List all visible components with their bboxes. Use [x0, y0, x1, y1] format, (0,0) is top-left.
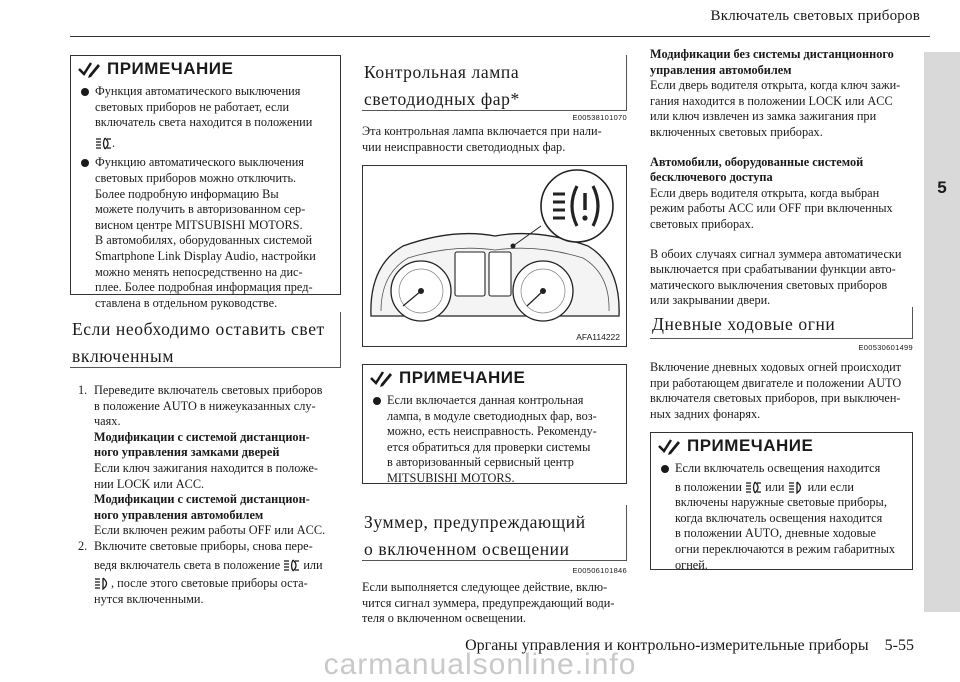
- step-number: 1.: [78, 383, 88, 397]
- note-line: Более подробную информацию Вы: [95, 186, 279, 201]
- header-rule: [70, 36, 930, 37]
- page-number: 5-55: [884, 637, 914, 654]
- note-line: в положении: [675, 479, 742, 494]
- note-bullet: [371, 393, 618, 487]
- para-line: при работающем двигателе и положении AUTO: [650, 375, 902, 390]
- note-title: ПРИМЕЧАНИЕ: [687, 436, 814, 455]
- bullet-dot: [81, 88, 89, 96]
- para-line: Если дверь водителя открыта, когда выбран: [650, 185, 880, 200]
- note-line: можете получить в авторизованном сер-: [95, 202, 306, 217]
- para-line: гания находится в положении LOCK или ACC: [650, 93, 893, 108]
- para-line: теля о включенном освещении.: [362, 611, 526, 626]
- step-line: Если включен режим работы OFF или ACC.: [94, 523, 326, 538]
- note-line-end: .: [112, 135, 116, 150]
- note-line: Функция автоматического выключения: [95, 84, 301, 98]
- note-line: или если: [807, 479, 854, 494]
- note-line: можно, есть неисправность. Рекоменду-: [387, 424, 597, 439]
- para-line: Если выполняется следующее действие, вклю-: [362, 580, 608, 594]
- position-lights-icon: [94, 577, 111, 590]
- section-heading-keep-lights: [70, 312, 341, 368]
- note-line: ется обратиться для проверки системы: [387, 439, 591, 454]
- para-line: выключается при срабатывании функции авто-: [650, 262, 896, 277]
- note-line: лампа, в модуле светодиодных фар, воз-: [387, 408, 597, 423]
- section-title-line: о включенном освещении: [364, 539, 570, 559]
- doc-code: E00530601499: [858, 343, 913, 352]
- step-line: Переведите включатель световых приборов: [94, 383, 323, 397]
- pencil-check-icon: [369, 369, 393, 387]
- note-bullet: [79, 155, 332, 311]
- step-line: Если ключ зажигания находится в положе-: [94, 460, 319, 475]
- para-line: режим работы ACC или OFF при включенных: [650, 201, 893, 216]
- section-title-line: Если необходимо оставить свет: [72, 319, 325, 339]
- position-lights-icon: [788, 481, 805, 494]
- block-subhead: бесключевого доступа: [650, 170, 773, 185]
- block-subhead: Модификации без системы дистанционного: [650, 47, 894, 61]
- note-header: [651, 433, 912, 459]
- headlight-on-icon: [283, 559, 300, 572]
- para-line: В обоих случаях сигнал зуммера автоматически: [650, 246, 902, 261]
- note-header: [71, 56, 340, 82]
- section-tab: [924, 52, 960, 612]
- para-line: или ключ извлечен из замка зажигания при: [650, 109, 877, 124]
- para-line: ных задних фонарях.: [650, 406, 761, 421]
- note-line: включатель света находится в положении: [95, 115, 313, 130]
- para-line: матического выключения световых приборов: [650, 277, 888, 292]
- buzzer-conditions: [650, 47, 918, 309]
- note-line: можно менять непосредственно на дис-: [95, 264, 303, 279]
- note-title: ПРИМЕЧАНИЕ: [107, 59, 234, 78]
- section-title-line: светодиодных фар*: [364, 89, 520, 109]
- para-line: Если дверь водителя открыта, когда ключ зажи-: [650, 78, 901, 93]
- note-line: Smartphone Link Display Audio, настройки: [95, 248, 316, 263]
- step-subhead: Модификации с системой дистанцион-: [94, 429, 310, 444]
- block-subhead: управления автомобилем: [650, 62, 792, 77]
- note-line: Если включатель освещения находится: [675, 461, 881, 475]
- paragraph: [362, 580, 634, 627]
- section-heading-drl: [650, 307, 913, 339]
- note-line: огней.: [675, 557, 708, 572]
- note-line: световых приборов не работает, если: [95, 99, 290, 114]
- section-heading-led-lamp: [362, 55, 627, 111]
- note-line: когда включатель освещения находится: [675, 510, 883, 525]
- para-line: Включение дневных ходовых огней происходит: [650, 360, 902, 374]
- paragraph: [650, 360, 918, 422]
- steps-list: [78, 383, 344, 607]
- para-line: или закрывании двери.: [650, 293, 771, 308]
- doc-code: E00506101846: [572, 566, 627, 575]
- block-subhead: Автомобили, оборудованные системой: [650, 154, 864, 169]
- site-watermark: carmanualsonline.info: [323, 648, 637, 681]
- section-title-line: Дневные ходовые огни: [652, 314, 836, 334]
- para-line: световых приборах.: [650, 216, 754, 231]
- doc-code: E00538101070: [572, 113, 627, 122]
- para-line: Эта контрольная лампа включается при нали-: [362, 124, 602, 138]
- step-line: в положение AUTO в нижеуказанных слу-: [94, 398, 316, 413]
- note-box-led: [362, 364, 627, 484]
- step-line: или: [303, 557, 323, 572]
- section-title-line: Контрольная лампа: [364, 62, 520, 82]
- step-subhead: ного управления автомобилем: [94, 507, 264, 522]
- note-box-auto-off: [70, 55, 341, 310]
- step-line: нутся включенными.: [94, 591, 204, 606]
- step-line: нии LOCK или ACC.: [94, 476, 205, 491]
- headlight-on-icon: [95, 137, 112, 150]
- para-line: чии неисправности светодиодных фар.: [362, 139, 566, 154]
- section-title-line: включенным: [72, 346, 175, 366]
- note-line: ставлена в отдельном руководстве.: [95, 295, 278, 310]
- note-bullet: [79, 84, 332, 151]
- note-line: в положении AUTO, дневные ходовые: [675, 526, 876, 541]
- bullet-dot: [373, 397, 381, 405]
- note-line: световых приборов можно отключить.: [95, 170, 297, 185]
- note-title: ПРИМЕЧАНИЕ: [399, 368, 526, 387]
- note-line: огни переключаются в режим габаритных: [675, 541, 896, 556]
- bullet-dot: [661, 465, 669, 473]
- paragraph: [362, 124, 630, 155]
- section-title-line: Зуммер, предупреждающий: [364, 512, 586, 532]
- pencil-check-icon: [657, 437, 681, 455]
- note-line: Функцию автоматического выключения: [95, 155, 304, 170]
- step-line: , после этого световые приборы оста-: [111, 576, 308, 591]
- section-number: 5: [937, 178, 947, 197]
- running-header: Включатель световых приборов: [710, 8, 920, 24]
- note-box-drl: [650, 432, 913, 570]
- step-line: ведя включатель света в положение: [94, 557, 281, 572]
- step-subhead: ного управления замками дверей: [94, 445, 280, 460]
- instrument-cluster-illustration: [363, 166, 626, 346]
- instrument-cluster-figure: [362, 165, 627, 347]
- note-line: или: [765, 479, 785, 494]
- note-line: плее. Более подробная информация пред-: [95, 280, 313, 295]
- step-subhead: Модификации с системой дистанцион-: [94, 492, 310, 507]
- para-line: включенных световых приборах.: [650, 124, 823, 139]
- note-line: MITSUBISHI MOTORS.: [387, 470, 515, 485]
- note-line: висном центре MITSUBISHI MOTORS.: [95, 217, 303, 232]
- step-number: 2.: [78, 538, 88, 553]
- step-line: Включите световые приборы, снова пере-: [94, 538, 313, 553]
- figure-label: AFA114222: [576, 332, 620, 342]
- pencil-check-icon: [77, 60, 101, 78]
- step-line: чаях.: [94, 414, 121, 429]
- footer-chapter: Органы управления и контрольно-измерительные приборы: [465, 637, 869, 654]
- note-line: в авторизованный сервисный центр: [387, 455, 574, 470]
- note-line: включены наружные световые приборы,: [675, 495, 887, 510]
- note-bullet: [659, 461, 904, 573]
- step-2: [78, 539, 344, 607]
- para-line: включателя световых приборов, при выключен-: [650, 391, 901, 406]
- note-line: В автомобилях, оборудованных системой: [95, 233, 313, 248]
- note-header: [363, 365, 626, 391]
- note-line: Если включается данная контрольная: [387, 393, 584, 407]
- bullet-dot: [81, 159, 89, 167]
- headlight-on-icon: [745, 481, 762, 494]
- step-1: [78, 383, 344, 539]
- para-line: чится сигнал зуммера, предупреждающий води-: [362, 595, 615, 610]
- section-heading-buzzer: [362, 505, 627, 561]
